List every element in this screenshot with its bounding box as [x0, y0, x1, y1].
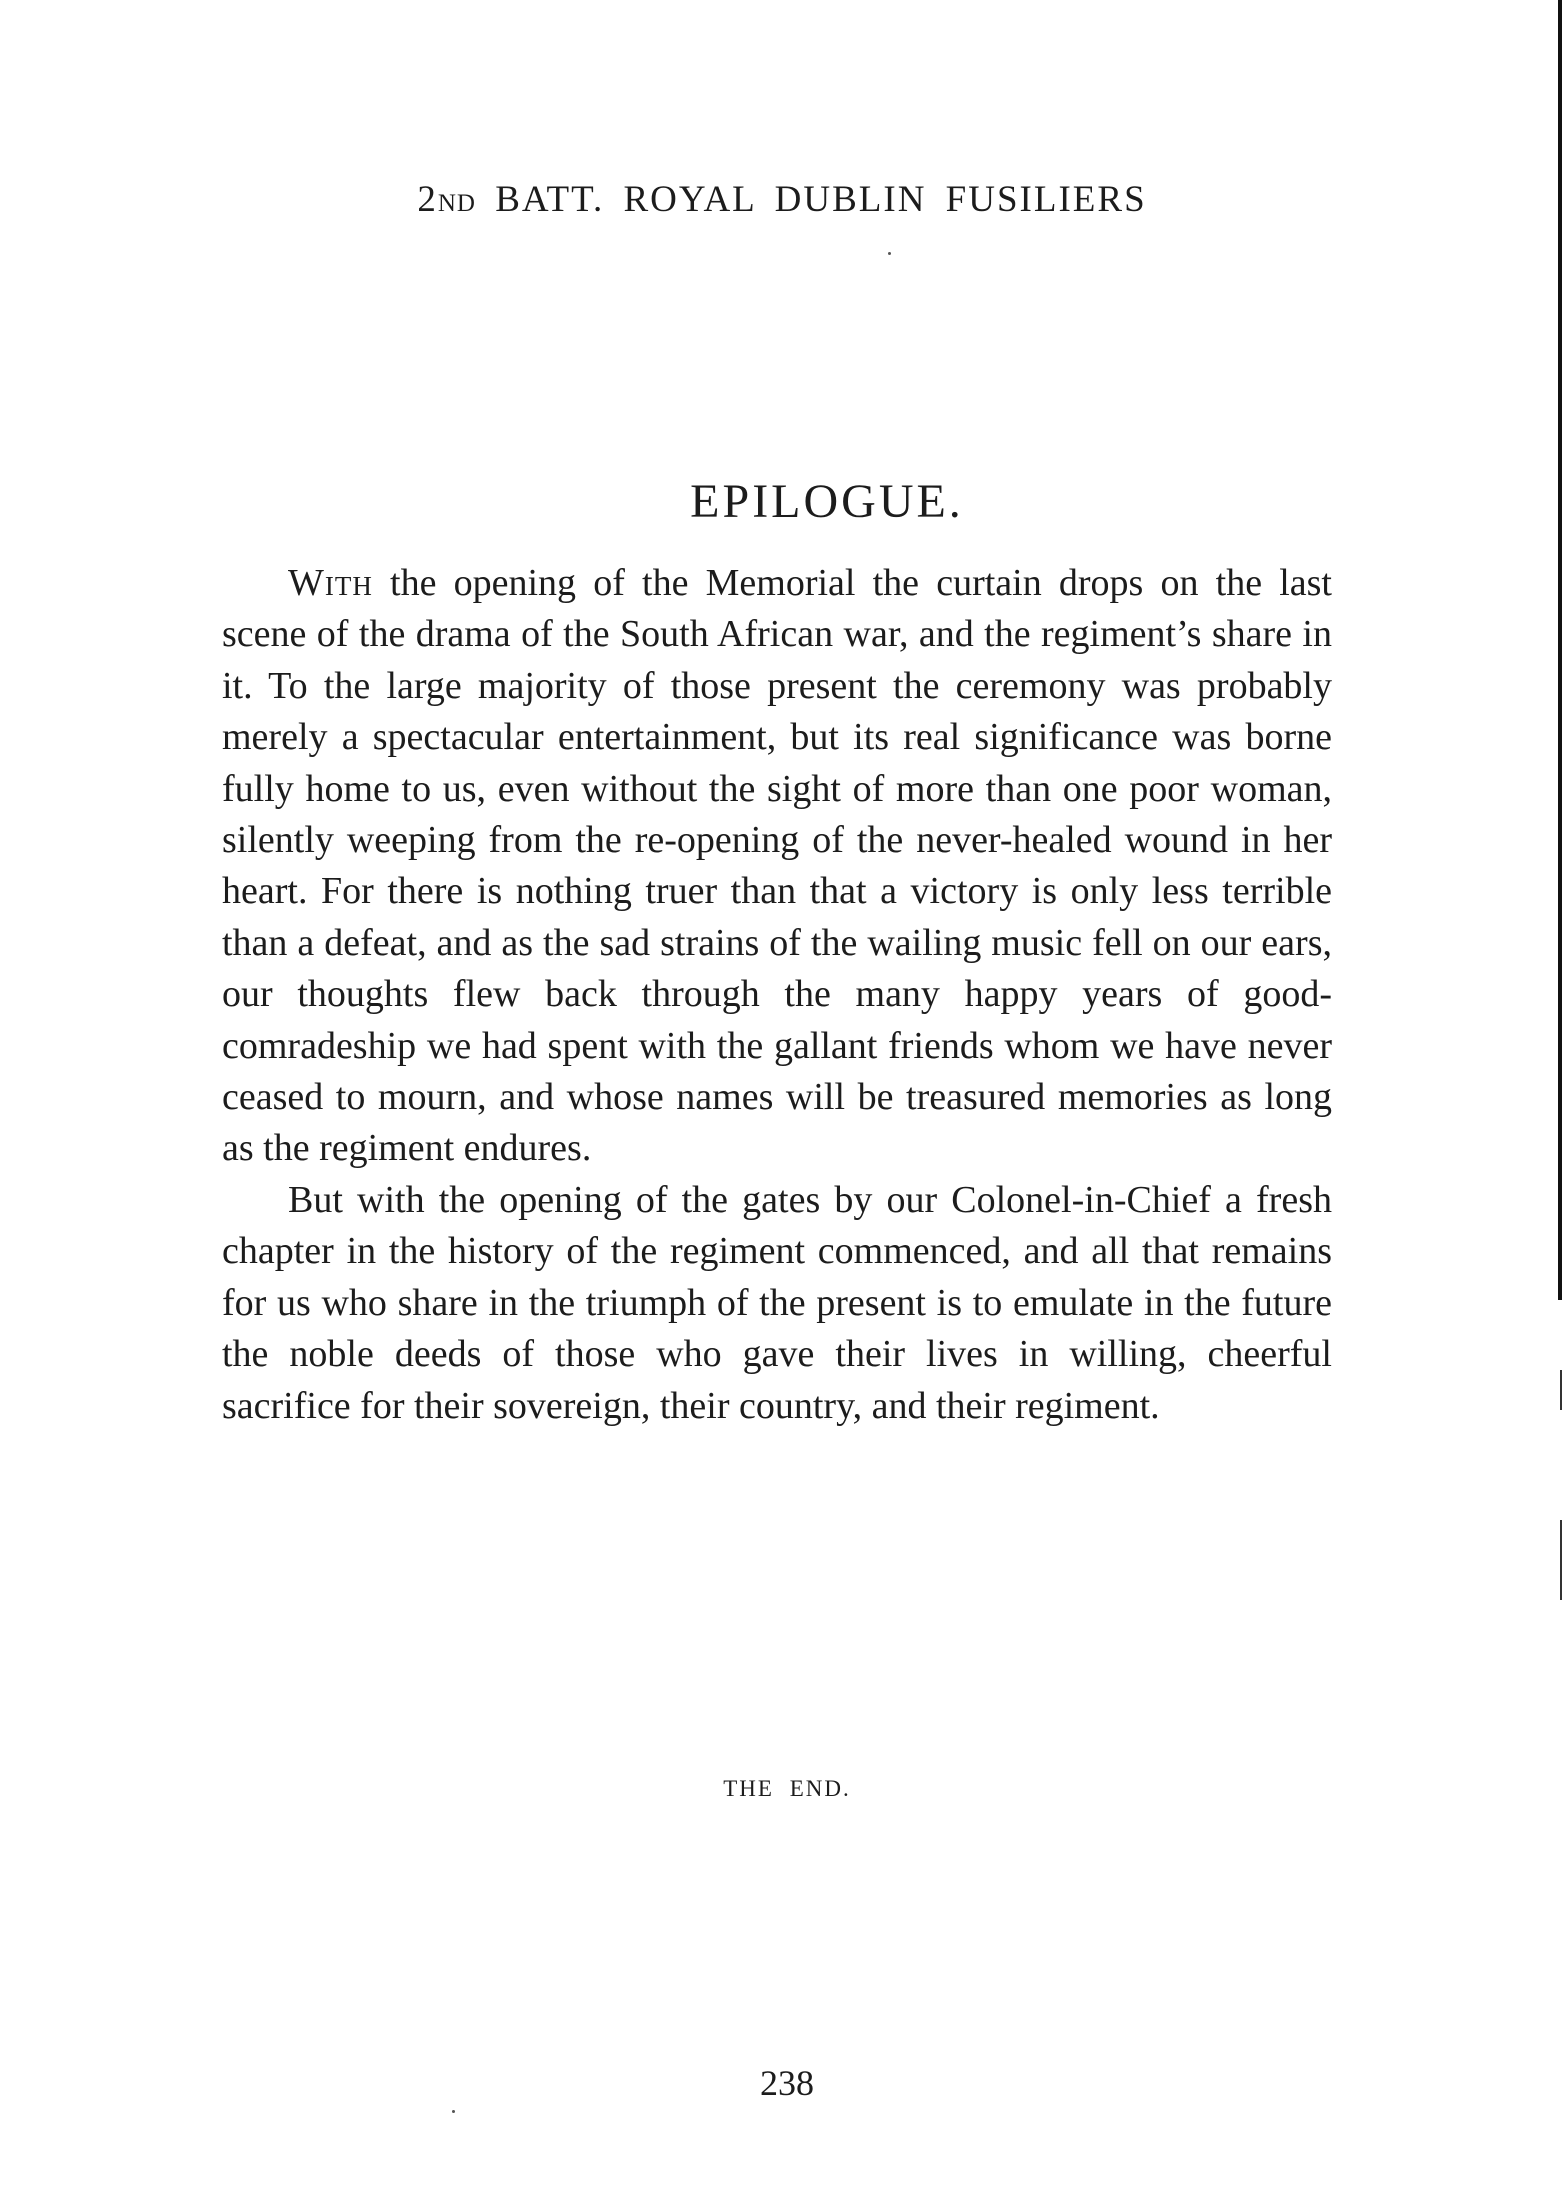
- running-head-ordinal: 2: [417, 179, 438, 220]
- page-edge-mark: [1560, 1520, 1562, 1600]
- paragraph-2: But with the opening of the gates by our Colonel-in-Chief a fresh chapter in the history of the regiment commenced, and all that remains for us who share in the triumph of the present is to emulate in the future the noble deeds of those who gave their lives in willing, cheerful sacrifice for their sovereign, their country, and their regiment.: [222, 1178, 1332, 1427]
- running-head-title: BATT. ROYAL DUBLIN FUSILIERS: [495, 179, 1147, 220]
- page-edge-mark: [1560, 1370, 1562, 1410]
- scan-speck: [888, 252, 891, 255]
- scan-speck: [452, 2110, 455, 2113]
- the-end: THE END.: [723, 1776, 851, 1801]
- page-number: 238: [760, 2063, 814, 2103]
- paragraph-1-text: the opening of the Memorial the curtain drops on the last scene of the drama of the South African war, and the regiment’s share in it. To the large majority of those present the ceremony was probably merely a spectacular entertainment, but its real significance was borne fully home to us, even without the sight of more than one poor woman, silently weeping from the re-opening of the never-healed wound in her heart. For there is nothing truer than that a victory is only less terrible than a defeat, and as the sad strains of the wailing music fell on our ears, our thoughts flew back through the many happy years of good-comradeship we had spent with the gallant friends whom we have never ceased to mourn, and whose names will be treasured memories as long as the regiment endures.: [222, 562, 1332, 1170]
- running-head-ordinal-suffix: ND: [437, 190, 476, 217]
- body-text: [222, 558, 1332, 1432]
- chapter-title: EPILOGUE.: [690, 475, 964, 528]
- paragraph-1: [222, 558, 1332, 1175]
- paragraph-1-lead: With: [288, 562, 373, 604]
- running-head: [0, 178, 1564, 221]
